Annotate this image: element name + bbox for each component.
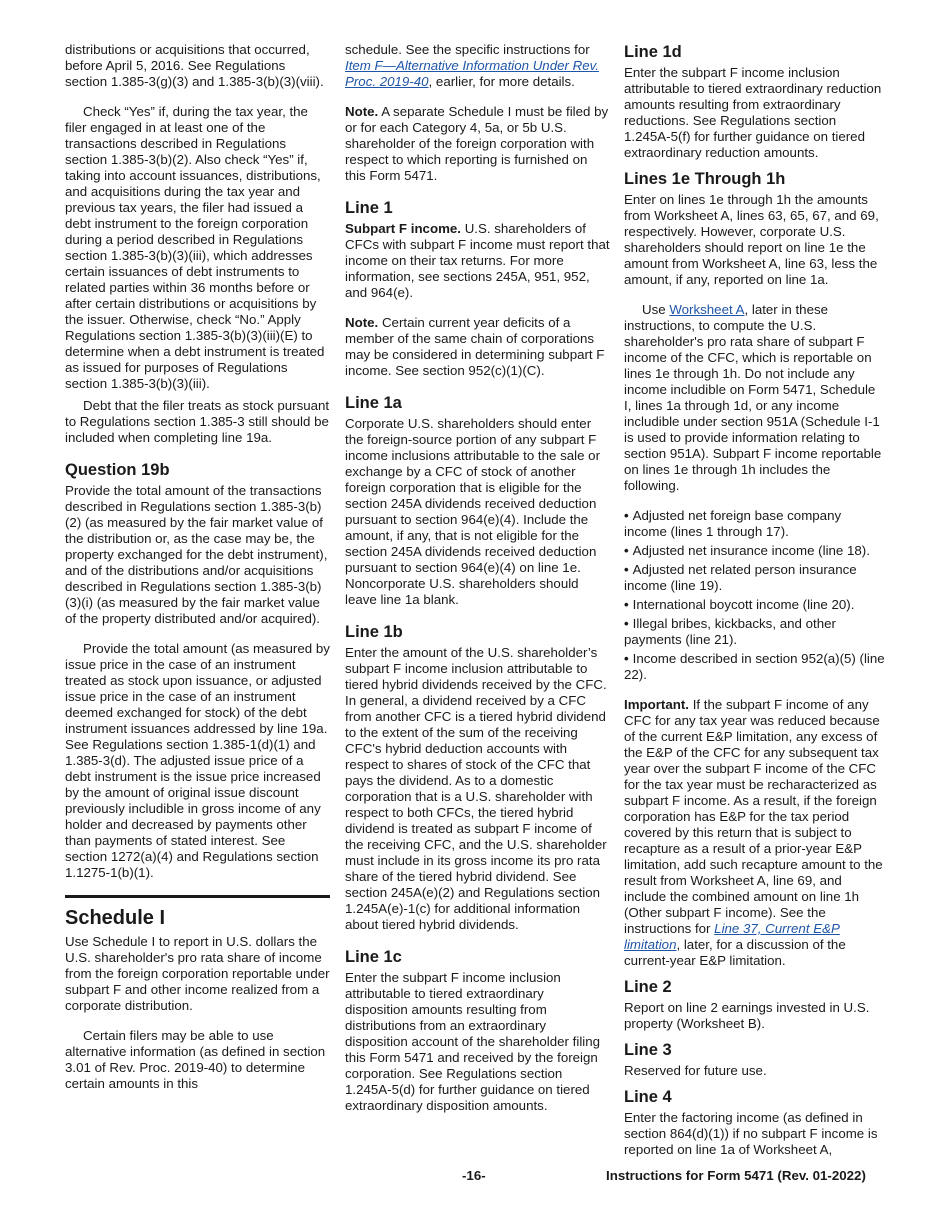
important-paragraph: Important. If the subpart F income of any CFC for any tax year was reduced because of the current E&P limitation, any excess of the E&P of the CFC for any subsequent tax year over the subpart F income of the CFC for the tax year must be recharacterized as subpart F income. As a result, if the foreign corporation has E&P for the tax period covered by this return that is subject to recapture as a result of a prior-year E&P limitation, add such recapture amount to the result from Worksheet A, line 69, and include the combined amount on line 1h (Other subpart F income). See the instructions for Line 37, Current E&P limitation, later, for a discussion of the current-year E&P limitation. — [624, 697, 883, 968]
heading-line-1c: Line 1c — [345, 948, 402, 966]
page-number: -16- — [462, 1168, 486, 1183]
bullet-item: • Adjusted net foreign base company income (lines 1 through 17). — [624, 508, 842, 539]
bullet-item: • Adjusted net related person insurance income (line 19). — [624, 562, 857, 593]
bullet-icon: • — [624, 562, 629, 577]
note-paragraph: Note. Certain current year deficits of a member of the same chain of corporations may be considered in determining subpart F income. See section 952(c)(1)(C). — [345, 315, 605, 378]
paragraph: distributions or acquisitions that occurred, before April 5, 2016. See Regulations section 1.385-3(g)(3) and 1.385-3(b)(3)(viii). — [65, 42, 324, 89]
heading-line-1a: Line 1a — [345, 394, 402, 412]
heading-line-1b: Line 1b — [345, 623, 403, 641]
paragraph: Check “Yes” if, during the tax year, the filer engaged in at least one of the transactions described in Regulations section 1.385-3(b)(2). Also check “Yes” if, taking into account issuances, distributions, and acquisitions during the tax year and previous tax years, the filer had issued a debt instrument to the foreign corporation during a period described in Regulations section 1.385-3(b)(3)(iii), which addresses certain issuances of debt instruments to related parties within 36 months before or after certain distributions or acquisitions by the issuer. Otherwise, check “No.” Apply Regulations section 1.385-3(b)(3)(iii)(E) to determine when a debt instrument is treated as issued for purposes of Regulations section 1.385-3(b)(3)(iii). — [65, 104, 325, 391]
section-divider — [65, 895, 330, 898]
paragraph: Use Schedule I to report in U.S. dollars the U.S. shareholder's pro rata share of income from the foreign corporation reportable under subpart F and other income realized from a corporate distribution. — [65, 934, 330, 1013]
paragraph: Enter the subpart F income inclusion attributable to tiered extraordinary disposition amounts resulting from distributions from an extraordinary disposition account of the shareholder filing this Form 5471 and received by the foreign corporation. See Regulations section 1.245A-5(d) for further guidance on tiered extraordinary disposition amounts. — [345, 970, 601, 1113]
bullet-icon: • — [624, 616, 629, 631]
column-middle — [345, 42, 610, 1128]
paragraph: Enter the subpart F income inclusion attributable to tiered extraordinary reduction amounts resulting from extraordinary reductions. See Regulations section 1.245A-5(f) for further guidance on tiered extraordinary reduction amounts. — [624, 65, 882, 160]
paragraph: Certain filers may be able to use alternative information (as defined in section 3.01 of Rev. Proc. 2019-40) to determine certain amounts in this — [65, 1028, 326, 1091]
paragraph: Subpart F income. U.S. shareholders of CFCs with subpart F income must report that income on their tax returns. For more information, see sections 245A, 951, 952, and 964(e). — [345, 221, 610, 300]
heading-schedule-i: Schedule I — [65, 907, 166, 929]
bullet-icon: • — [624, 508, 629, 523]
heading-line-1d: Line 1d — [624, 43, 682, 61]
paragraph: Provide the total amount (as measured by issue price in the case of an instrument treated as stock upon issuance, or adjusted issue price in the case of an instrument deemed exchanged for stock) of the debt instrument issuances addressed by line 19a. See Regulations section 1.385-1(d)(1) and 1.385-3(d). The adjusted issue price of a debt instrument is the issue price increased by the amount of original issue discount previously includible in gross income of any holder and decreased by payments other than payments of stated interest. See section 1272(a)(4) and Regulations section 1.1275-1(b)(1). — [65, 641, 330, 880]
heading-line-4: Line 4 — [624, 1088, 672, 1106]
heading-line-3: Line 3 — [624, 1041, 672, 1059]
bullet-icon: • — [624, 651, 629, 666]
bullet-item: • Illegal bribes, kickbacks, and other payments (line 21). — [624, 616, 836, 647]
paragraph: Use Worksheet A, later in these instructions, to compute the U.S. shareholder's pro rata share of subpart F income of the CFC, which is reportable on lines 1e through 1h. Do not include any income includible on Form 5471, Schedule I, lines 1a through 1d, or any income includible under section 951A (Schedule I-1 is used to provide information relating to section 951A). Subpart F income reportable on lines 1e through 1h includes the following. — [624, 302, 882, 493]
paragraph: Enter the amount of the U.S. shareholder’s subpart F income inclusion attributable to tiered hybrid dividends received by the CFC. In general, a dividend received by a CFC from another CFC is a tiered hybrid dividend to the extent of the sum of the receiving CFC's hybrid deduction accounts with respect to shares of stock of the CFC that pays the dividend. As to a domestic corporation that is a U.S. shareholder with respect to both CFCs, the tiered hybrid dividend is treated as subpart F income of the receiving CFC, and the U.S. shareholder must include in its gross income its pro rata share of the tiered hybrid dividend. See section 245A(e)(2) and Regulations section 1.245A(e)-1(c) for additional information about tiered hybrid dividends. — [345, 645, 607, 932]
paragraph: Debt that the filer treats as stock pursuant to Regulations section 1.385-3 still should be included when completing line 19a. — [65, 398, 330, 445]
heading-lines-1e-1h: Lines 1e Through 1h — [624, 170, 786, 188]
bullet-item: • International boycott income (line 20). — [624, 597, 855, 612]
bullet-item: • Income described in section 952(a)(5) (line 22). — [624, 651, 885, 682]
paragraph: Corporate U.S. shareholders should enter the foreign-source portion of any subpart F income inclusions attributable to the sale or exchange by a CFC of stock of another foreign corporation that is eligible for the section 245A dividends received deduction pursuant to section 964(e)(4). Include the amount, if any, that is not eligible for the section 245A dividends received deduction pursuant to section 964(e)(4) on line 1e. Noncorporate U.S. shareholders should leave line 1a blank. — [345, 416, 600, 607]
heading-question-19b: Question 19b — [65, 461, 170, 479]
bullet-icon: • — [624, 597, 629, 612]
note-paragraph: Note. A separate Schedule I must be filed by or for each Category 4, 5a, or 5b U.S. shareholder of the foreign corporation with respect to which reporting is furnished on this Form 5471. — [345, 104, 609, 183]
paragraph: Enter the factoring income (as defined in section 864(d)(1)) if no subpart F income is reported on line 1a of Worksheet A, — [624, 1110, 878, 1157]
paragraph: Provide the total amount of the transactions described in Regulations section 1.385-3(b)(2) (as measured by the fair market value of the distribution or, as the case may be, the property exchanged for the debt instrument), and of the distributions and/or acquisitions described in Regulations section 1.385-3(b)(3)(i) (as measured by the fair market value of the property distributed and/or acquired). — [65, 483, 328, 626]
bullet-item: • Adjusted net insurance income (line 18). — [624, 543, 870, 558]
column-right — [624, 42, 886, 1172]
paragraph: Reserved for future use. — [624, 1063, 767, 1078]
link-item-f[interactable]: Item F—Alternative Information Under Rev. Proc. 2019-40 — [345, 58, 599, 89]
paragraph: Enter on lines 1e through 1h the amounts from Worksheet A, lines 63, 65, 67, and 69, respectively. However, corporate U.S. shareholders should report on line 1e the amount from Worksheet A, line 63, less the amount, if any, reported on line 1a. — [624, 192, 879, 287]
column-left — [65, 42, 330, 1106]
paragraph: Report on line 2 earnings invested in U.S. property (Worksheet B). — [624, 1000, 870, 1031]
heading-line-1: Line 1 — [345, 199, 393, 217]
paragraph: schedule. See the specific instructions for Item F—Alternative Information Under Rev. Proc. 2019-40, earlier, for more details. — [345, 42, 599, 89]
footer-form-title: Instructions for Form 5471 (Rev. 01-2022) — [606, 1168, 866, 1183]
bullet-icon: • — [624, 543, 629, 558]
link-worksheet-a[interactable]: Worksheet A — [669, 302, 745, 317]
heading-line-2: Line 2 — [624, 978, 672, 996]
link-line-37[interactable]: Line 37, Current E&P limitation — [624, 921, 840, 952]
